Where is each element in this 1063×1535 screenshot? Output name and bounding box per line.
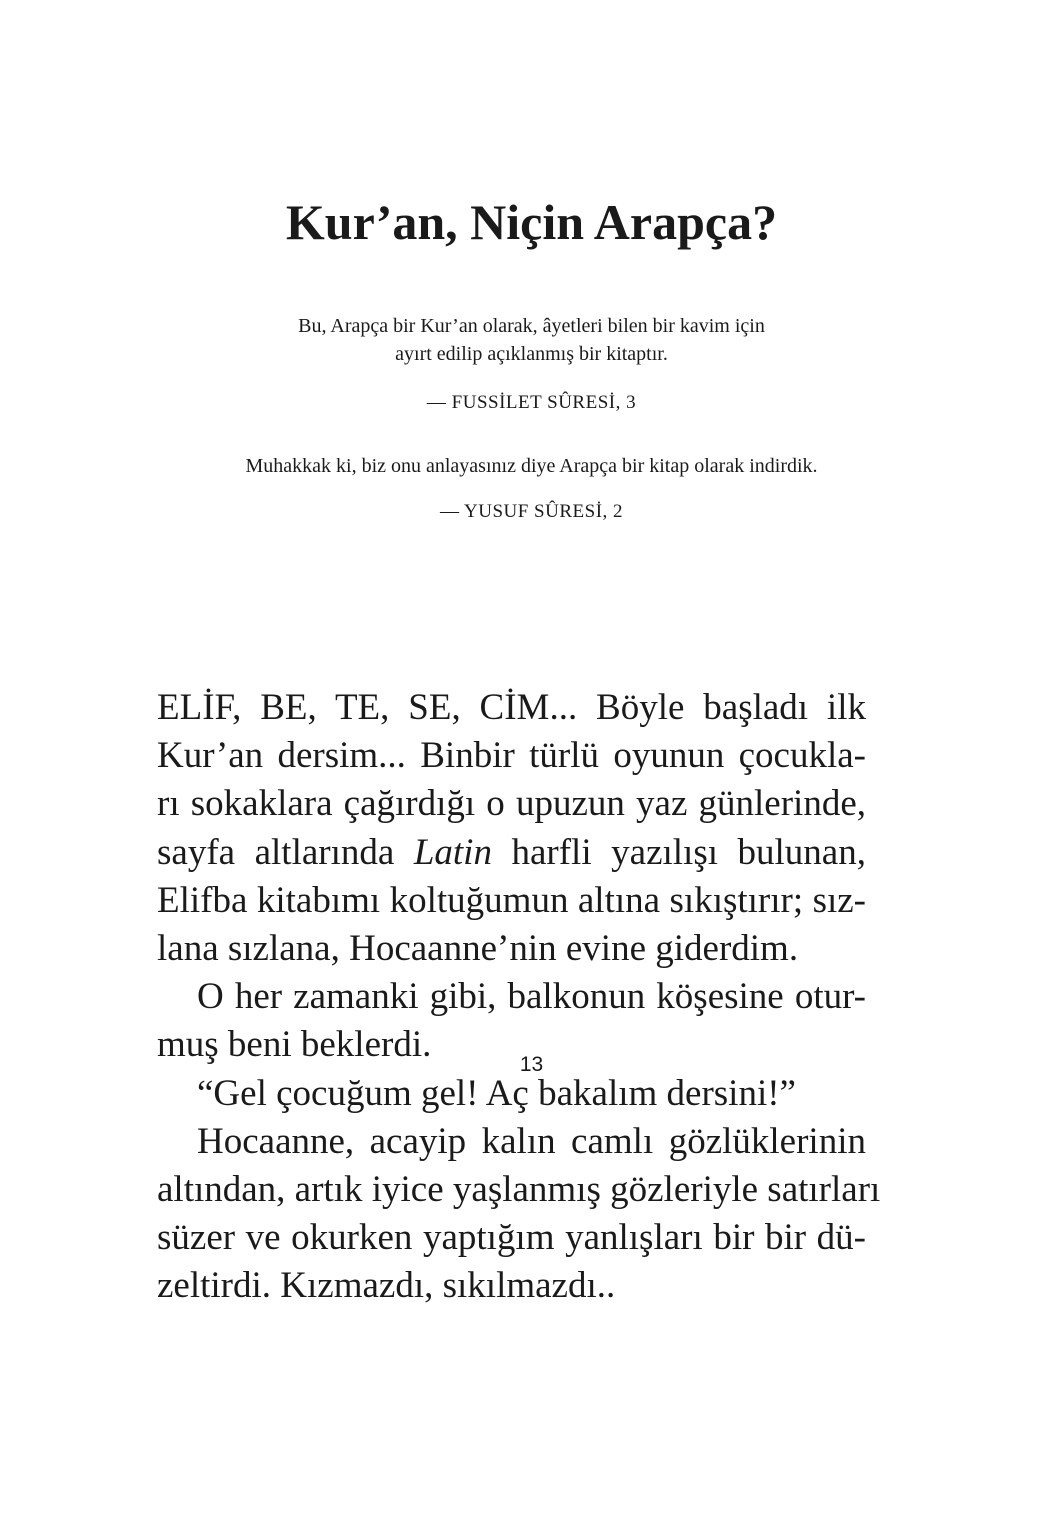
text-line: Kur’an dersim... Binbir türlü oyunun çocukla- xyxy=(157,735,866,777)
text-line: ELİF, BE, TE, SE, CİM... Böyle başladı ilk xyxy=(157,687,866,728)
text-line: rı sokaklara çağırdığı o upuzun yaz günlerinde, xyxy=(157,783,866,825)
text-line: muş beni beklerdi. xyxy=(157,1024,432,1066)
italic-word: Latin xyxy=(413,831,492,873)
text-line: süzer ve okurken yaptığım yanlışları bir bir dü- xyxy=(157,1217,866,1259)
epigraph-attribution: — FUSSİLET SÛRESİ, 3 xyxy=(426,392,637,413)
text-line: O her zamanki gibi, balkonun köşesine otur- xyxy=(197,976,866,1018)
epigraph-attribution: — YUSUF SÛRESİ, 2 xyxy=(439,501,624,522)
epigraph-quote-line: Bu, Arapça bir Kur’an olarak, âyetleri bilen bir kavim için xyxy=(298,315,765,337)
text-line: zeltirdi. Kızmazdı, sıkılmazdı.. xyxy=(157,1265,616,1307)
text-line xyxy=(157,829,866,877)
text-fragment: sayfa altlarında xyxy=(157,831,414,873)
body-text xyxy=(157,684,881,1311)
text-line: “Gel çocuğum gel! Aç bakalım dersini!” xyxy=(197,1072,796,1114)
epigraph-quote-line: Muhakkak ki, biz onu anlayasınız diye Arapça bir kitap olarak indirdik. xyxy=(245,455,818,477)
paragraph xyxy=(157,684,866,973)
epigraph-quote xyxy=(0,452,1063,480)
text-fragment: harfli yazılışı bulunan, xyxy=(491,831,866,873)
text-line: Hocaanne, acayip kalın camlı gözlüklerinin xyxy=(197,1120,866,1162)
text-line: altından, artık iyice yaşlanmış gözleriyle satırları xyxy=(157,1169,881,1211)
epigraph-quote-line: ayırt edilip açıklanmış bir kitaptır. xyxy=(395,343,668,365)
epigraph-quote xyxy=(0,312,1063,368)
paragraph xyxy=(157,1118,881,1311)
text-line: lana sızlana, Hocaanne’nin evine giderdim. xyxy=(157,928,799,970)
text-line: Elifba kitabımı koltuğumun altına sıkıştırır; sız- xyxy=(157,879,866,921)
page-number: 13 xyxy=(519,1053,544,1076)
page-title: Kur’an, Niçin Arapça? xyxy=(285,194,778,250)
